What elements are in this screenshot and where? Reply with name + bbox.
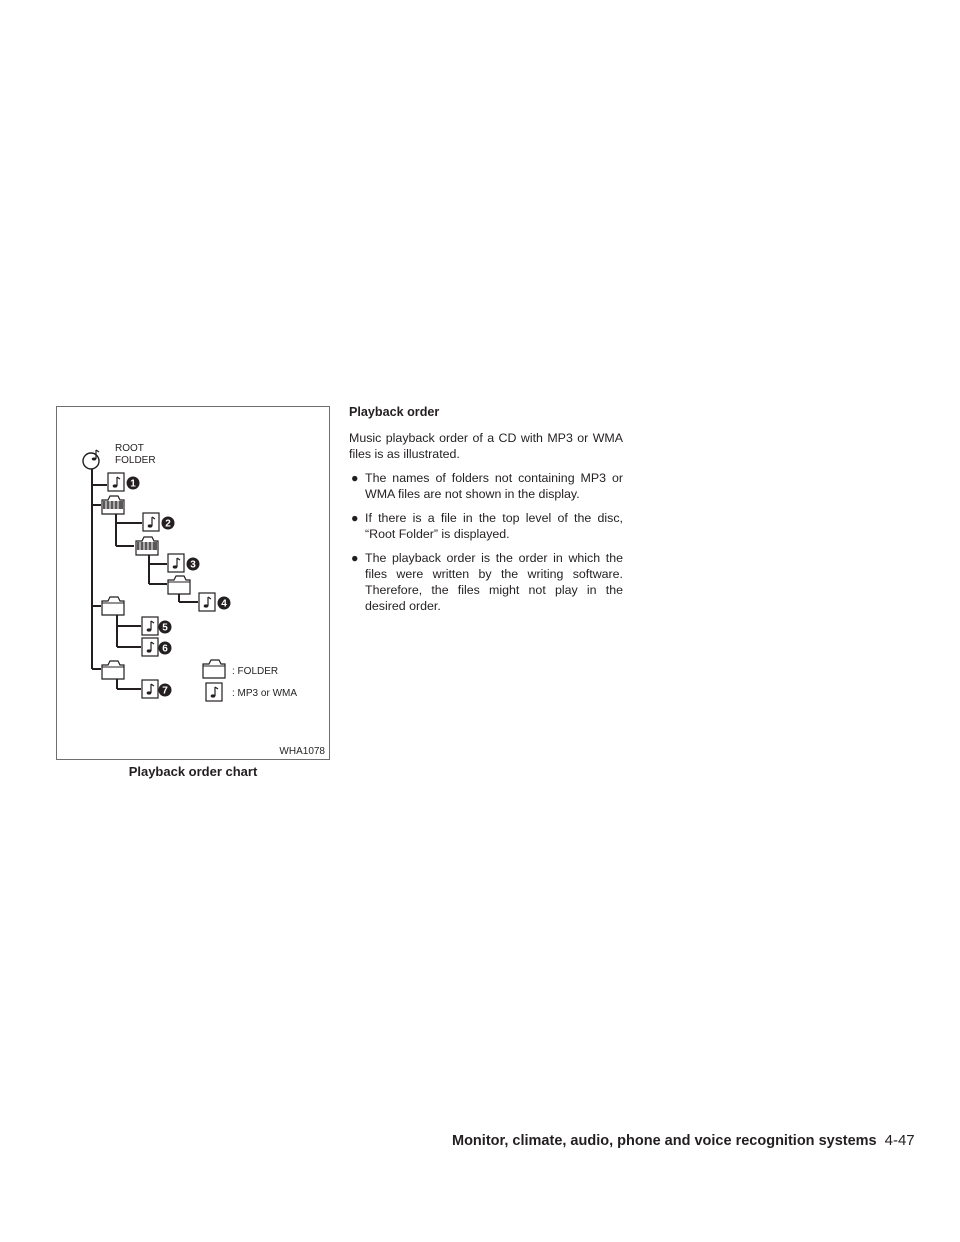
folder-icon xyxy=(136,537,158,555)
intro-paragraph: Music playback order of a CD with MP3 or WMA files is as illustrated. xyxy=(349,431,623,461)
playback-tree-diagram xyxy=(57,407,331,761)
legend-file-icon xyxy=(206,683,222,701)
mp3-file-icon xyxy=(142,680,158,698)
footer-section-title: Monitor, climate, audio, phone and voice recognition systems xyxy=(452,1133,877,1149)
folder-icon xyxy=(102,661,124,679)
legend-folder-label: : FOLDER xyxy=(232,666,279,677)
mp3-file-icon xyxy=(199,593,215,611)
bullet-text: The names of folders not containing MP3 or WMA files are not shown in the display. xyxy=(365,471,623,501)
track-number: 1 xyxy=(130,478,136,490)
playback-order-figure xyxy=(56,406,330,760)
list-item xyxy=(349,470,623,502)
mp3-file-icon xyxy=(108,473,124,491)
section-heading: Playback order xyxy=(349,405,440,419)
track-number: 7 xyxy=(162,685,168,697)
legend-folder-icon xyxy=(203,660,225,678)
mp3-file-icon xyxy=(142,617,158,635)
bullet-icon: ● xyxy=(351,471,359,485)
root-folder-icon xyxy=(83,450,99,469)
figure-caption: Playback order chart xyxy=(128,764,258,779)
mp3-file-icon xyxy=(143,513,159,531)
list-item xyxy=(349,550,623,614)
bullet-list xyxy=(349,470,623,614)
track-number: 3 xyxy=(190,559,196,571)
legend-file-label: : MP3 or WMA xyxy=(232,688,298,699)
track-number: 5 xyxy=(162,622,168,634)
bullet-text: If there is a file in the top level of the disc, “Root Folder” is displayed. xyxy=(365,511,623,541)
mp3-file-icon xyxy=(168,554,184,572)
page-footer xyxy=(452,1132,922,1149)
root-label-line2: FOLDER xyxy=(115,455,156,466)
folder-icon xyxy=(102,496,124,514)
figure-code: WHA1078 xyxy=(279,746,325,757)
track-number: 4 xyxy=(221,598,227,610)
track-number: 6 xyxy=(162,643,168,655)
bullet-icon: ● xyxy=(351,551,359,565)
root-label-line1: ROOT xyxy=(115,443,144,454)
folder-icon xyxy=(168,576,190,594)
folder-icon xyxy=(102,597,124,615)
track-number: 2 xyxy=(165,518,171,530)
list-item xyxy=(349,510,623,542)
mp3-file-icon xyxy=(142,638,158,656)
playback-order-section xyxy=(349,404,623,622)
bullet-text: The playback order is the order in which the files were written by the writing software. Therefore, the files might not play in the desired order. xyxy=(365,551,623,613)
bullet-icon: ● xyxy=(351,511,359,525)
page-number: 4-47 xyxy=(884,1132,915,1149)
